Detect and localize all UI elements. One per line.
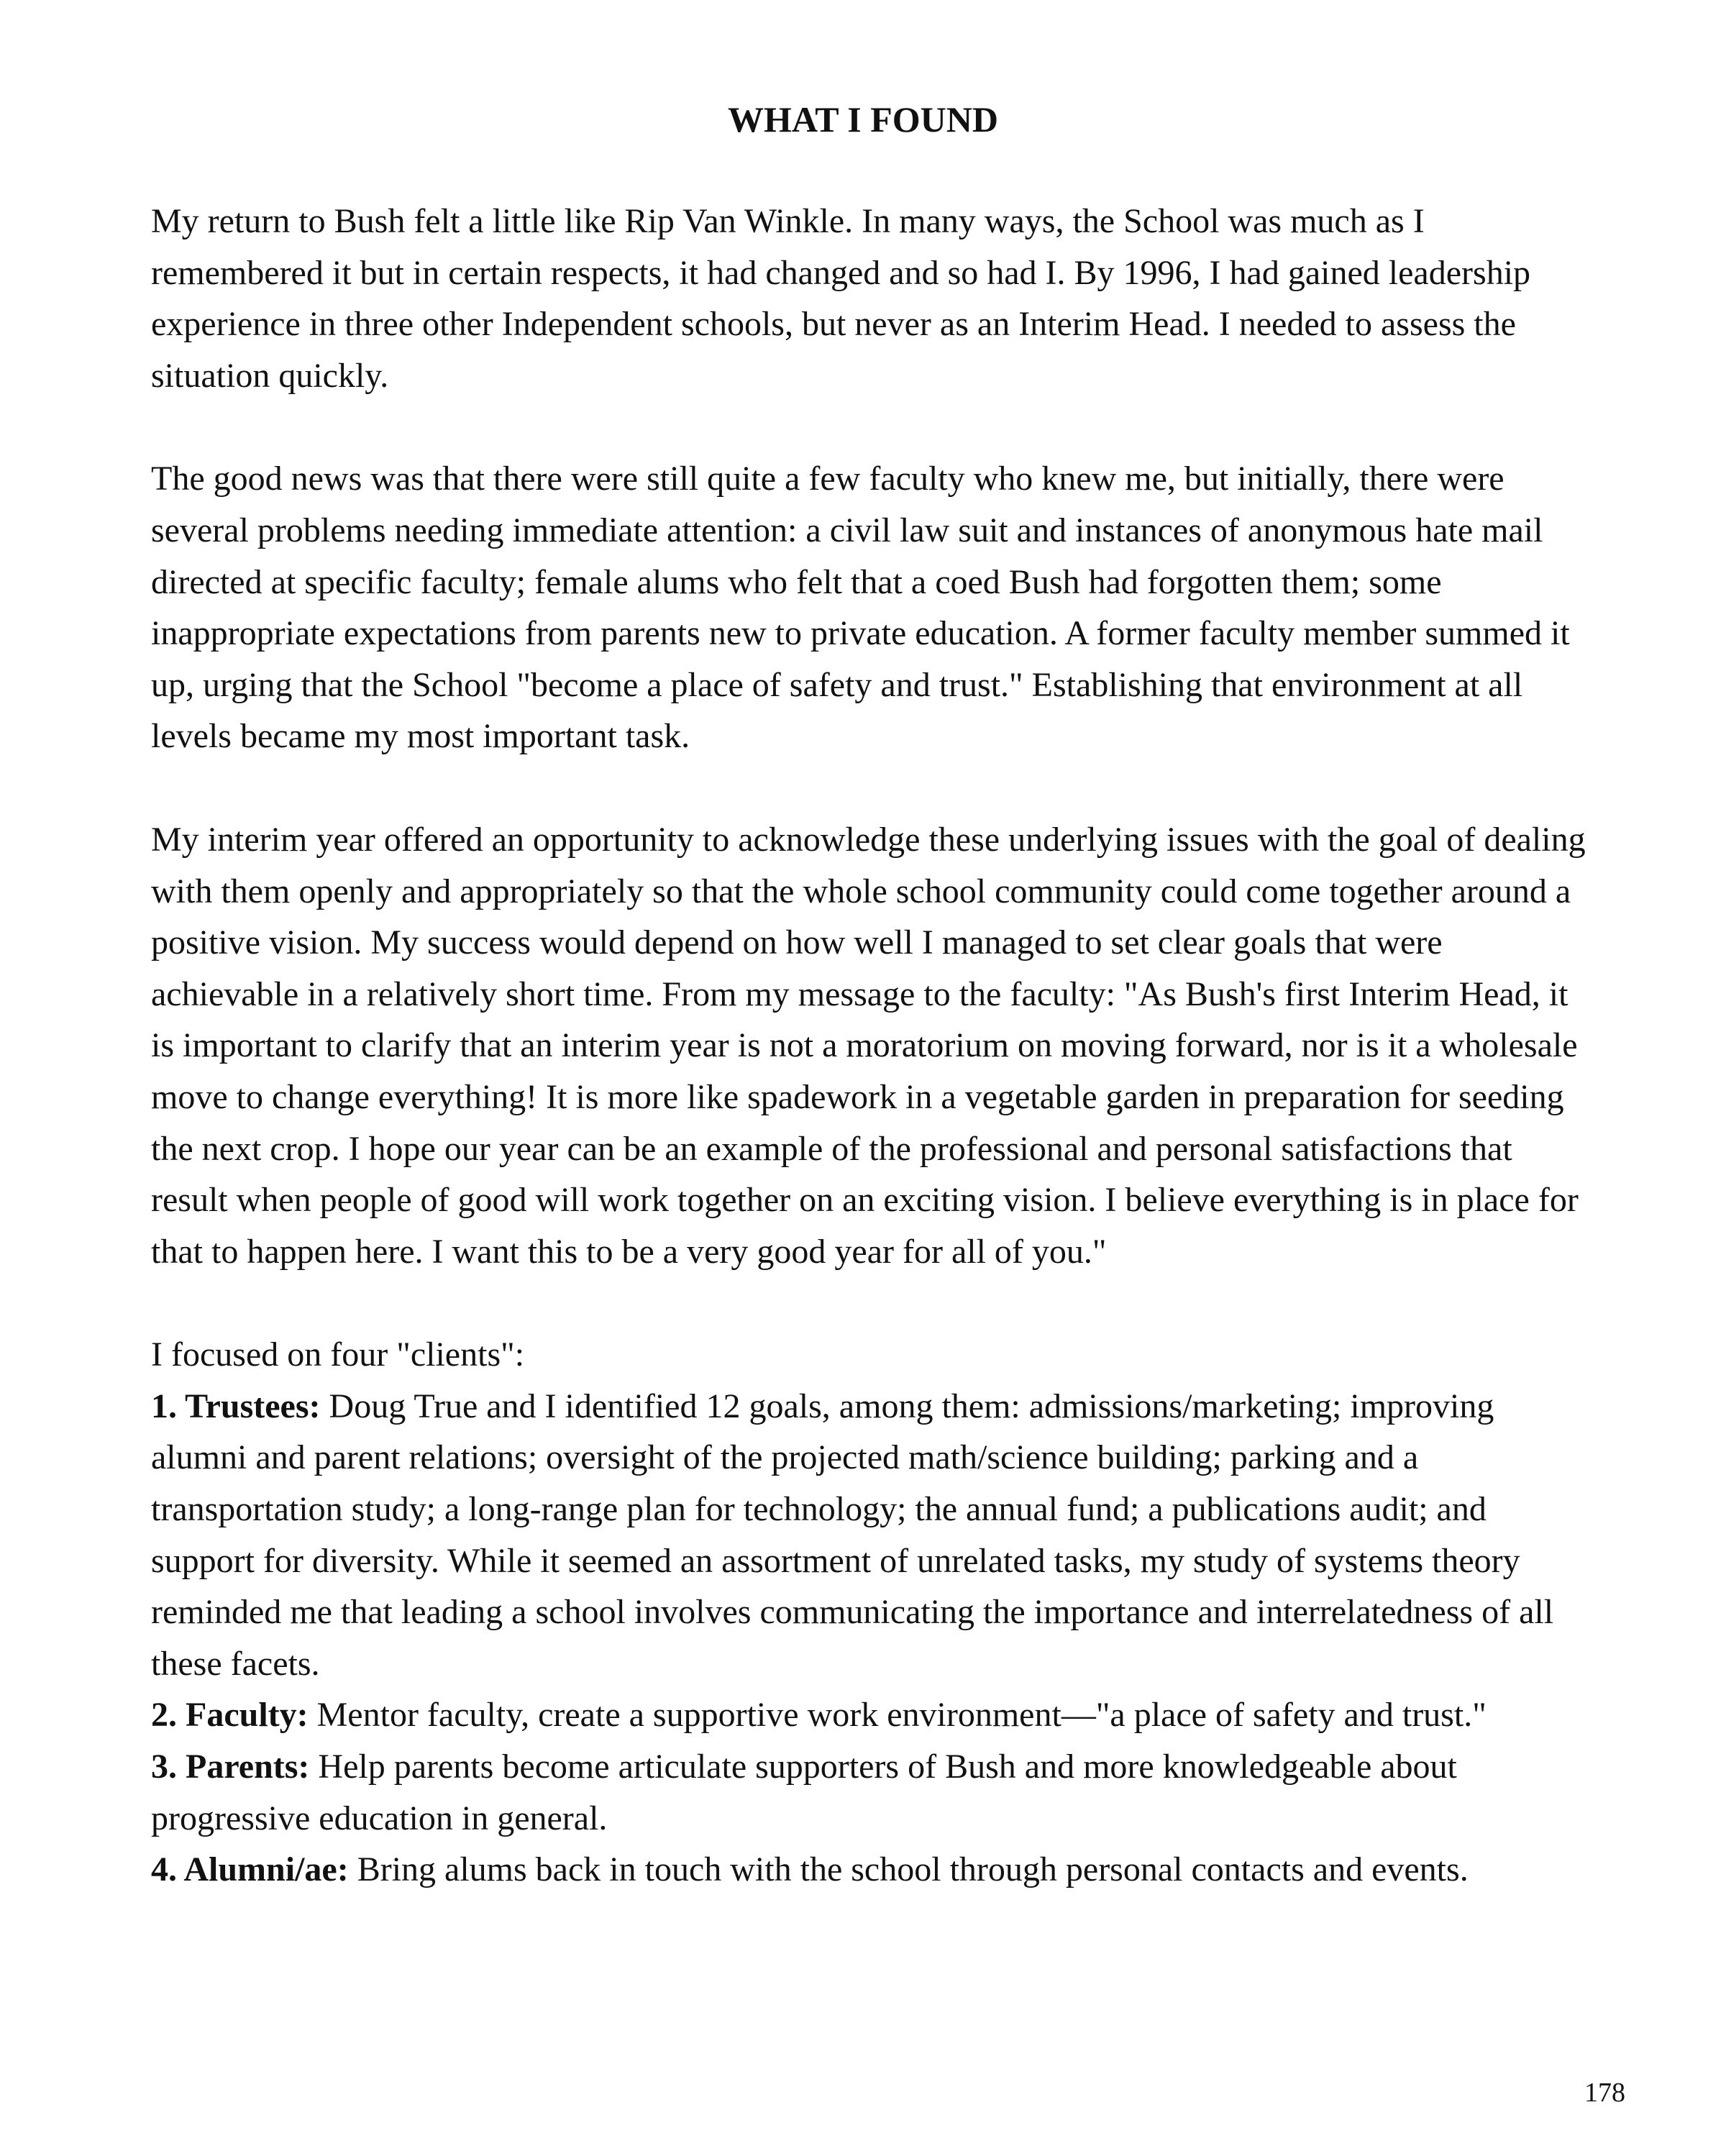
- page-number: 178: [1584, 2078, 1625, 2108]
- body-text: [151, 196, 1589, 1896]
- paragraph-return-to-bush: My return to Bush felt a little like Rip Van Winkle. In many ways, the School was much as I remembered it but in certain respects, it had changed and so had I. By 1996, I had gained leadership experience in three other Independent schools, but never as an Interim Head. I needed to assess the situation quickly.: [151, 202, 1531, 395]
- client-text: Bring alums back in touch with the school through personal contacts and events.: [357, 1850, 1469, 1889]
- client-label: 2. Faculty:: [151, 1696, 309, 1735]
- clients-intro: I focused on four "clients":: [151, 1335, 525, 1374]
- paragraph-interim-year: My interim year offered an opportunity to acknowledge these underlying issues with the goal of dealing with them openly and appropriately so that the whole school community could come together around a positive vision. My success would depend on how well I managed to set clear goals that were achievable in a relatively short time. From my message to the faculty: "As Bush's first Interim Head, it is important to clarify that an interim year is not a moratorium on moving forward, nor is it a wholesale move to change everything! It is more like spadework in a vegetable garden in preparation for seeding the next crop. I hope our year can be an example of the professional and personal satisfactions that result when people of good will work together on an exciting vision. I believe everything is in place for that to happen here. I want this to be a very good year for all of you.": [151, 820, 1586, 1271]
- page-title: WHAT I FOUND: [728, 99, 998, 140]
- client-item-alumni: [151, 1844, 1589, 1896]
- client-label: 3. Parents:: [151, 1748, 310, 1786]
- client-text: Help parents become articulate supporters of Bush and more knowledgeable about progressive education in general.: [151, 1748, 1457, 1837]
- client-item-parents: [151, 1741, 1589, 1844]
- paragraph-good-news: The good news was that there were still quite a few faculty who knew me, but initially, there were several problems needing immediate attention: a civil law suit and instances of anonymous hate mail directed at specific faculty; female alums who felt that a coed Bush had forgotten them; some inappropriate expectations from parents new to private education. A former faculty member summed it up, urging that the School "become a place of safety and trust." Establishing that environment at all levels became my most important task.: [151, 460, 1570, 756]
- client-item-faculty: [151, 1689, 1589, 1741]
- client-label: 4. Alumni/ae:: [151, 1850, 349, 1889]
- client-label: 1. Trustees:: [151, 1387, 321, 1425]
- client-text: Mentor faculty, create a supportive work environment—"a place of safety and trust.": [316, 1696, 1487, 1735]
- client-text: Doug True and I identified 12 goals, among them: admissions/marketing; improving alumni and parent relations; oversight of the projected math/science building; parking and a transportation study; a long-range plan for technology; the annual fund; a publications audit; and support for diversity. While it seemed an assortment of unrelated tasks, my study of systems theory reminded me that leading a school involves communicating the importance and interrelatedness of all these facets.: [151, 1387, 1554, 1683]
- client-item-trustees: [151, 1381, 1589, 1690]
